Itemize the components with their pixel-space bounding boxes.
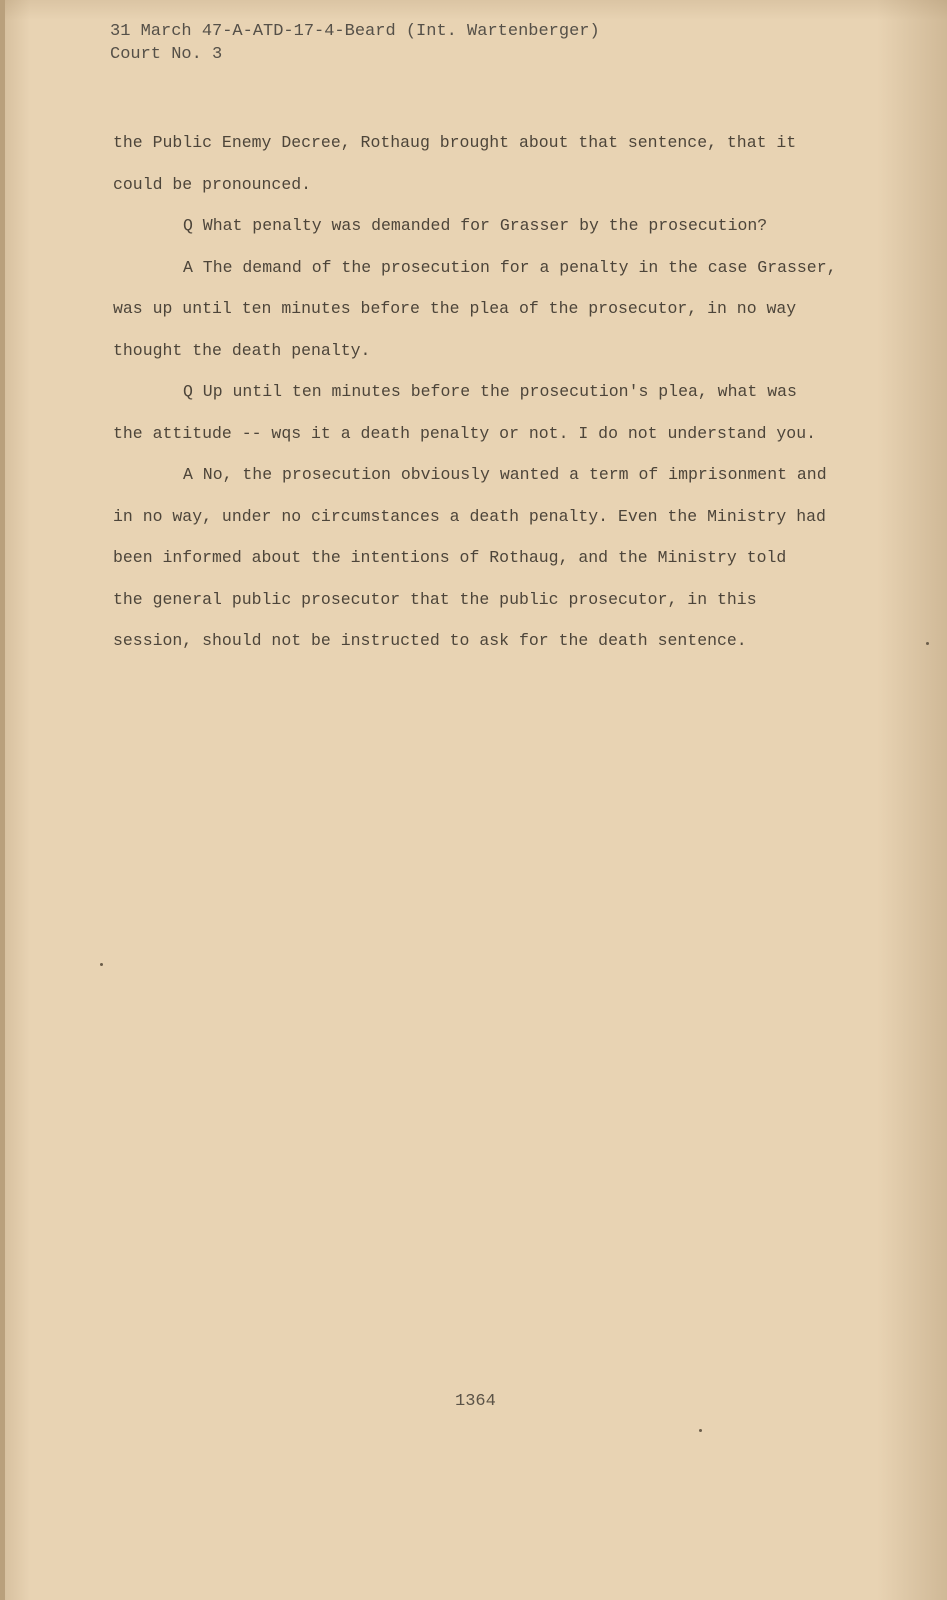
page-edge [0, 0, 5, 1600]
transcript-line: thought the death penalty. [113, 340, 371, 360]
answer-line: A The demand of the prosecution for a penalty in the case Grasser, [183, 257, 837, 277]
transcript-line: could be pronounced. [113, 174, 312, 194]
paper-speck [926, 642, 929, 645]
transcript-line: the general public prosecutor that the public prosecutor, in this [113, 589, 757, 609]
transcript-body [113, 122, 873, 662]
transcript-line: been informed about the intentions of Rothaug, and the Ministry told [113, 548, 787, 567]
page-number: 1364 [455, 1392, 496, 1411]
transcript-line: session, should not be instructed to ask for the death sentence. [113, 631, 747, 650]
transcript-line: was up until ten minutes before the plea of the prosecutor, in no way [113, 299, 797, 318]
answer-line: A No, the prosecution obviously wanted a term of imprisonment and [183, 465, 827, 484]
question-line: Q Up until ten minutes before the prosecution's plea, what was [183, 382, 797, 401]
transcript-line: the Public Enemy Decree, Rothaug brought about that sentence, that it [113, 133, 797, 152]
paper-speck [100, 963, 103, 966]
header-line-date-reference: 31 March 47-A-ATD-17-4-Beard (Int. Wartenberger) [110, 22, 600, 41]
header-line-court: Court No. 3 [110, 45, 223, 64]
document-header [110, 20, 600, 66]
transcript-line: in no way, under no circumstances a death penalty. Even the Ministry had [113, 506, 826, 526]
question-line: Q What penalty was demanded for Grasser by the prosecution? [183, 216, 768, 235]
transcript-line: the attitude -- wqs it a death penalty or not. I do not understand you. [113, 423, 817, 443]
paper-speck [699, 1429, 702, 1432]
